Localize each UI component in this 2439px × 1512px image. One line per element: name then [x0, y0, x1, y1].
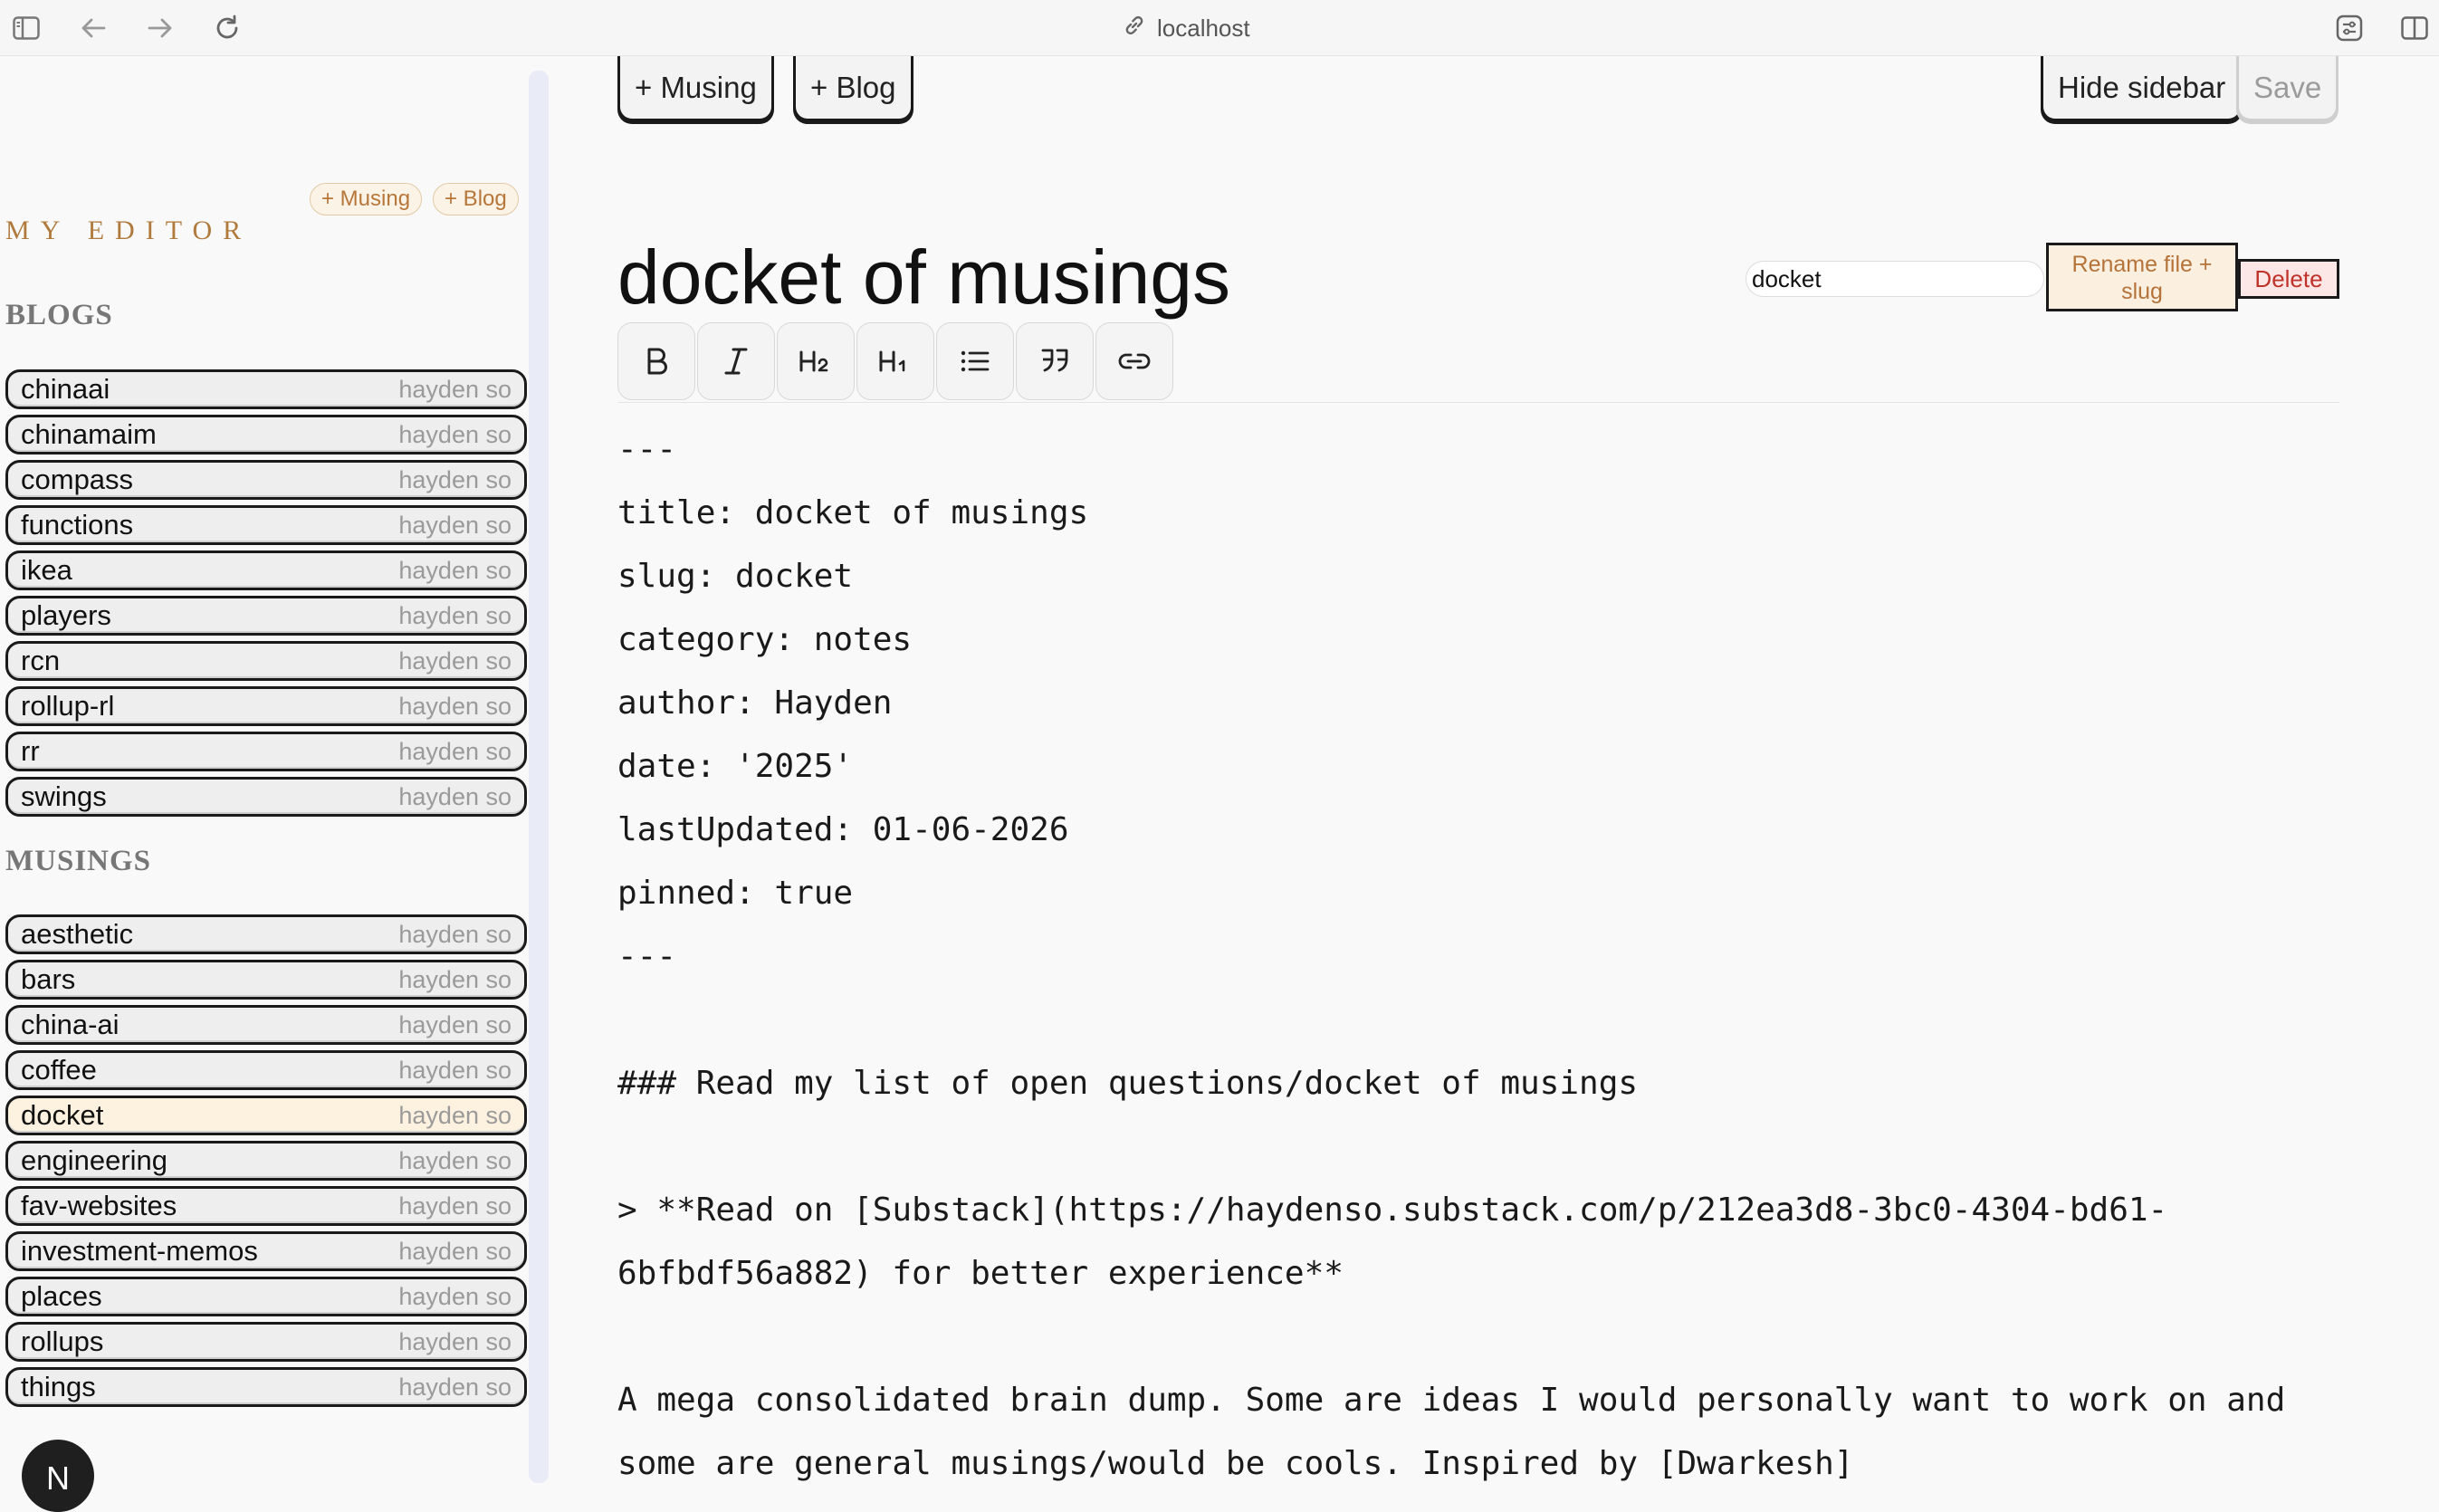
heading-1-icon[interactable] — [856, 322, 934, 400]
editor-line — [617, 989, 2347, 1052]
item-author: hayden so — [398, 1237, 512, 1265]
avatar[interactable]: N — [22, 1440, 94, 1512]
sidebar-item-chinamaim[interactable] — [5, 415, 527, 455]
item-name: china-ai — [21, 1009, 120, 1040]
item-name: chinamaim — [21, 418, 157, 450]
sidebar-item-players[interactable] — [5, 596, 527, 636]
item-author: hayden so — [398, 1056, 512, 1084]
sidebar-item-aesthetic[interactable] — [5, 914, 527, 954]
sidebar-item-rr[interactable] — [5, 732, 527, 771]
heading-2-icon[interactable] — [777, 322, 855, 400]
sidebar-scrollbar[interactable] — [529, 71, 549, 1483]
item-name: things — [21, 1371, 96, 1402]
toolbar-divider — [617, 402, 2339, 403]
editor-line: --- — [617, 431, 677, 468]
item-name: aesthetic — [21, 918, 134, 950]
reload-icon[interactable] — [210, 11, 244, 45]
item-name: engineering — [21, 1144, 168, 1176]
extensions-icon[interactable] — [2332, 11, 2367, 45]
sidebar-item-engineering[interactable] — [5, 1141, 527, 1181]
page-title: docket of musings — [617, 234, 1231, 320]
editor-line: > **Read on [Substack](https://haydenso.substack.com/p/212ea3d8-3bc0-4304-bd61- — [617, 1191, 2168, 1229]
editor-line: ### Read my list of open questions/docket of musings — [617, 1065, 1639, 1102]
item-author: hayden so — [398, 646, 512, 675]
sidebar-item-chinaai[interactable] — [5, 369, 527, 409]
item-author: hayden so — [398, 1101, 512, 1129]
sidebar-item-rollup-rl[interactable] — [5, 686, 527, 726]
bullet-list-icon[interactable] — [936, 322, 1014, 400]
item-name: rr — [21, 735, 40, 767]
main-editor-area — [549, 56, 2439, 1483]
browser-toolbar — [0, 0, 2439, 56]
item-name: fav-websites — [21, 1190, 177, 1221]
item-author: hayden so — [398, 465, 512, 493]
sidebar-item-compass[interactable] — [5, 460, 527, 500]
formatting-toolbar — [617, 322, 1173, 404]
editor-line: category: notes — [617, 621, 913, 658]
forward-arrow-icon[interactable] — [143, 11, 177, 45]
hide-sidebar-button[interactable]: Hide sidebar — [2041, 56, 2243, 121]
bold-icon[interactable] — [617, 322, 695, 400]
item-name: players — [21, 599, 111, 631]
item-author: hayden so — [398, 920, 512, 948]
item-author: hayden so — [398, 1191, 512, 1220]
editor-line: author: Hayden — [617, 684, 893, 722]
item-author: hayden so — [398, 737, 512, 765]
back-arrow-icon[interactable] — [76, 11, 110, 45]
editor-line: date: '2025' — [617, 748, 854, 785]
sidebar-item-coffee[interactable] — [5, 1050, 527, 1090]
sidebar-item-things[interactable] — [5, 1367, 527, 1407]
item-name: coffee — [21, 1054, 97, 1086]
sidebar-item-bars[interactable] — [5, 960, 527, 1000]
link-icon[interactable] — [1095, 322, 1173, 400]
sidebar-item-ikea[interactable] — [5, 550, 527, 590]
editor-line: title: docket of musings — [617, 494, 1089, 531]
item-name: rcn — [21, 645, 61, 676]
italic-icon[interactable] — [697, 322, 775, 400]
link-icon — [1123, 14, 1146, 43]
sidebar-add-musing-button[interactable]: + Musing — [310, 183, 422, 215]
sidebar-item-fav-websites[interactable] — [5, 1186, 527, 1226]
sidebar-add-blog-button[interactable]: + Blog — [433, 183, 519, 215]
item-author: hayden so — [398, 965, 512, 993]
item-name: chinaai — [21, 373, 110, 405]
address-bar[interactable] — [1123, 13, 1250, 43]
sidebar-item-swings[interactable] — [5, 777, 527, 817]
sidebar-item-functions[interactable] — [5, 505, 527, 545]
item-author: hayden so — [398, 1373, 512, 1401]
sidebar-header — [0, 125, 529, 252]
sidebar-item-china-ai[interactable] — [5, 1005, 527, 1045]
editor-line: A mega consolidated brain dump. Some are ideas I would personally want to work on and — [617, 1382, 2286, 1419]
sidebar-item-investment-memos[interactable] — [5, 1231, 527, 1271]
item-name: rollup-rl — [21, 690, 115, 722]
save-button[interactable]: Save — [2236, 56, 2339, 121]
markdown-editor[interactable] — [617, 418, 2347, 1496]
item-author: hayden so — [398, 782, 512, 810]
sidebar-item-places[interactable] — [5, 1277, 527, 1316]
editor-line — [617, 1115, 2347, 1179]
sidebar-item-rollups[interactable] — [5, 1322, 527, 1362]
add-blog-button[interactable]: + Blog — [793, 56, 913, 121]
item-name: functions — [21, 509, 134, 541]
sidebar-item-rcn[interactable] — [5, 641, 527, 681]
item-author: hayden so — [398, 1327, 512, 1355]
item-author: hayden so — [398, 692, 512, 720]
item-author: hayden so — [398, 556, 512, 584]
item-name: places — [21, 1280, 102, 1312]
item-name: docket — [21, 1099, 104, 1131]
item-author: hayden so — [398, 1010, 512, 1038]
editor-line: 6bfbdf56a882) for better experience** — [617, 1255, 1344, 1292]
blockquote-icon[interactable] — [1016, 322, 1094, 400]
editor-line: --- — [617, 938, 677, 975]
item-author: hayden so — [398, 511, 512, 539]
item-author: hayden so — [398, 601, 512, 629]
item-name: rollups — [21, 1325, 104, 1357]
add-musing-button[interactable]: + Musing — [617, 56, 774, 121]
delete-button[interactable]: Delete — [2238, 259, 2339, 299]
split-view-icon[interactable] — [2397, 11, 2432, 45]
item-name: bars — [21, 963, 76, 995]
url-text: localhost — [1157, 14, 1250, 42]
item-name: ikea — [21, 554, 72, 586]
slug-input[interactable] — [1746, 261, 2044, 297]
sidebar-item-docket[interactable] — [5, 1096, 527, 1135]
editor-line: lastUpdated: 01-06-2026 — [617, 811, 1069, 848]
rename-file-button[interactable]: Rename file + slug — [2046, 243, 2238, 311]
sidebar-toggle-icon[interactable] — [9, 11, 43, 45]
editor-line: pinned: true — [617, 875, 854, 912]
editor-line — [617, 1306, 2347, 1369]
item-author: hayden so — [398, 420, 512, 448]
item-author: hayden so — [398, 1146, 512, 1174]
item-author: hayden so — [398, 375, 512, 403]
blogs-section-title: BLOGS — [5, 299, 113, 331]
item-name: investment-memos — [21, 1235, 258, 1267]
musings-section-title: MUSINGS — [5, 845, 152, 877]
brand-title: MY EDITOR — [5, 215, 253, 245]
item-name: swings — [21, 780, 107, 812]
editor-line: some are general musings/would be cools. Inspired by [Dwarkesh] — [617, 1445, 1854, 1482]
item-author: hayden so — [398, 1282, 512, 1310]
editor-line: slug: docket — [617, 558, 854, 595]
item-name: compass — [21, 464, 134, 495]
